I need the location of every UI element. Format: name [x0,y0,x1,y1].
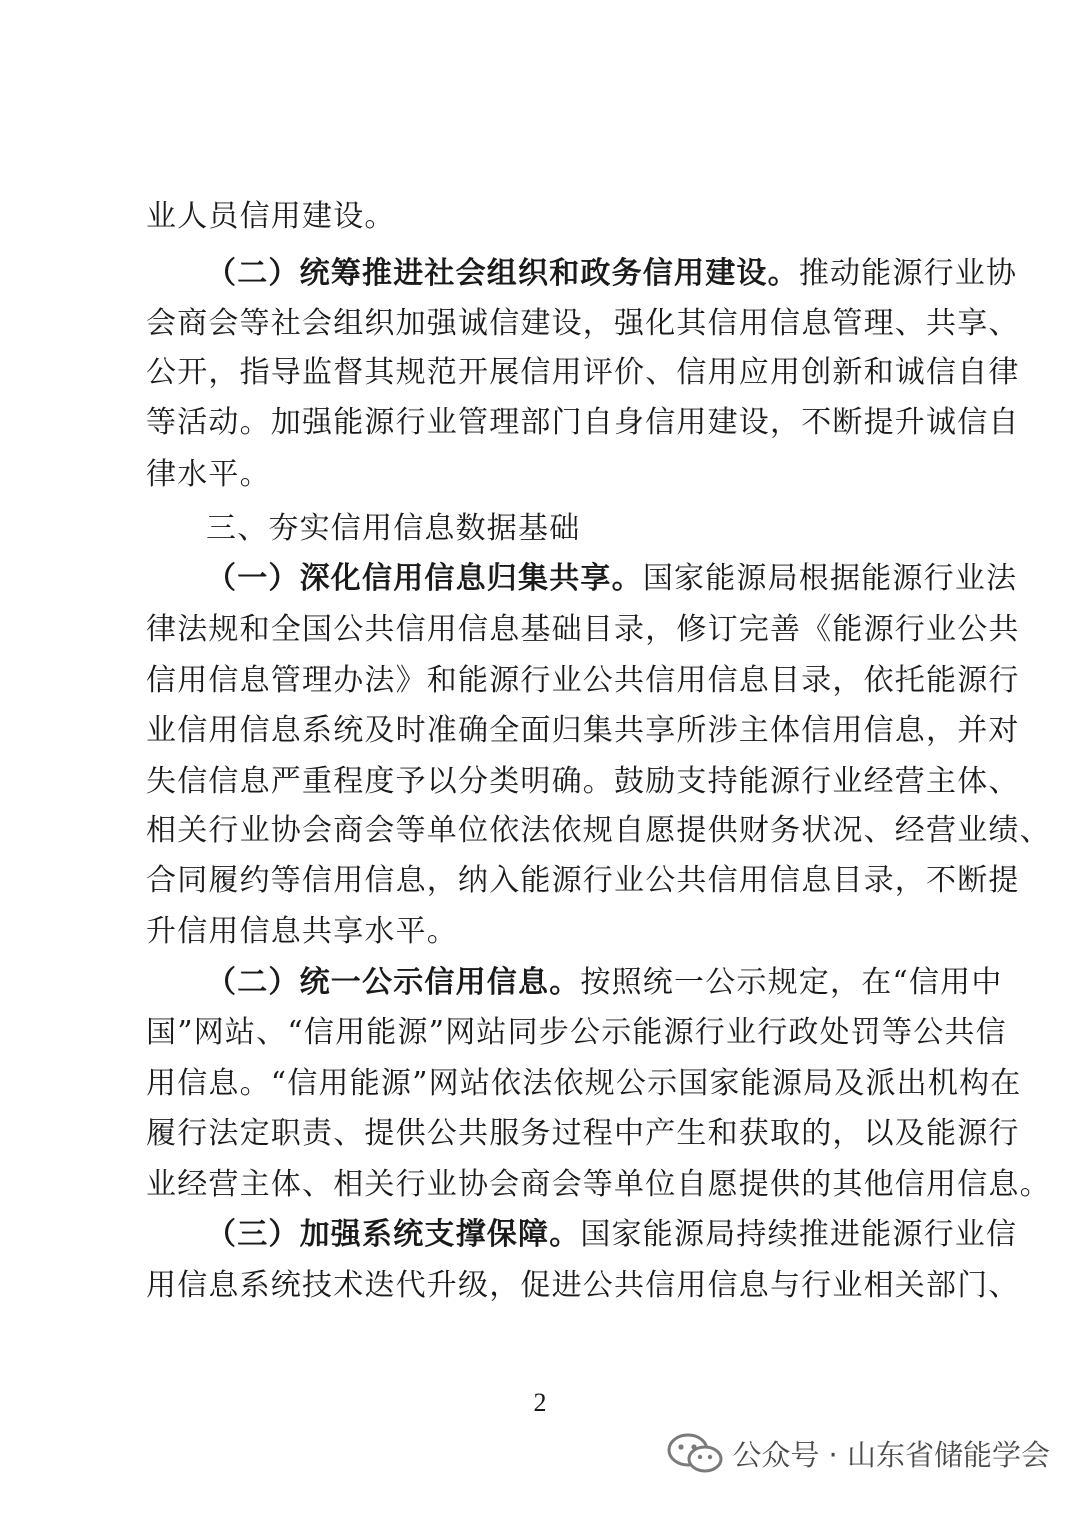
line-text: 等活动。加强能源行业管理部门自身信用建设，不断提升诚信自 [146,405,1020,440]
line-text: 律法规和全国公共信用信息基础目录，修订完善《能源行业公共 [146,612,1020,647]
line-text: 国家能源局根据能源行业法 [642,561,1018,596]
watermark-text: 公众号 · 山东省储能学会 [732,1437,1050,1472]
text-line-15 [146,912,458,952]
text-line-22 [146,1266,1020,1306]
text-line-1 [146,197,396,237]
line-text: 失信信息严重程度予以分类明确。鼓励支持能源行业经营主体、 [146,764,1020,799]
watermark [666,1432,1050,1474]
line-text: 会商会等社会组织加强诚信建设，强化其信用信息管理、共享、 [146,306,1020,341]
line-text: 相关行业协会商会等单位依法依规自愿提供财务状况、经营业绩、 [146,813,1051,848]
text-line-4 [146,353,1020,393]
line-text: 升信用信息共享水平。 [146,914,458,949]
subsection-heading: （二）统一公示信用信息。 [206,965,581,1000]
line-text: 用信息。“信用能源”网站依法依规公示国家能源局及派出机构在 [146,1066,1022,1101]
text-line-18 [146,1064,1021,1104]
subsection-heading: （三）加强系统支撑保障。 [206,1217,581,1252]
text-line-8 [206,559,1017,599]
text-line-19 [146,1114,1020,1154]
line-text: 业信用信息系统及时准确全面归集共享所涉主体信用信息，并对 [146,713,1020,748]
text-line-2 [206,254,1017,294]
text-line-6 [146,455,271,495]
text-line-20 [146,1165,1051,1205]
line-text: 信用信息管理办法》和能源行业公共信用信息目录，依托能源行 [146,663,1020,698]
text-line-21 [206,1215,1017,1255]
section-heading [206,509,580,549]
subsection-heading: （一）深化信用信息归集共享。 [206,561,643,596]
line-text: 业经营主体、相关行业协会商会等单位自愿提供的其他信用信息。 [146,1167,1051,1202]
line-text: 履行法定职责、提供公共服务过程中产生和获取的，以及能源行 [146,1116,1020,1151]
text-line-10 [146,661,1020,701]
line-text: 用信息系统技术迭代升级，促进公共信用信息与行业相关部门、 [146,1268,1020,1303]
line-text: 按照统一公示规定，在“信用中 [580,965,1003,1000]
line-text: 公开，指导监督其规范开展信用评价、信用应用创新和诚信自律 [146,355,1020,390]
wechat-icon [666,1432,724,1474]
line-text: 国家能源局持续推进能源行业信 [580,1217,1018,1252]
text-line-9 [146,610,1020,650]
page-number: 2 [533,1388,547,1417]
text-line-5 [146,403,1020,443]
line-text: 律水平。 [146,457,271,492]
line-text: 业人员信用建设。 [146,199,396,234]
text-line-13 [146,811,1051,851]
text-line-11 [146,711,1020,751]
text-line-14 [146,861,1020,901]
text-line-16 [206,963,1003,1003]
text-line-12 [146,762,1020,802]
section-heading-text: 三、夯实信用信息数据基础 [206,511,581,546]
line-text: 国”网站、“信用能源”网站同步公示能源行业行政处罚等公共信 [146,1015,1007,1050]
subsection-heading: （二）统筹推进社会组织和政务信用建设。 [206,256,799,291]
text-line-3 [146,304,1020,344]
text-line-17 [146,1013,1007,1053]
line-text: 合同履约等信用信息，纳入能源行业公共信用信息目录，不断提 [146,863,1020,898]
line-text: 推动能源行业协 [798,256,1018,291]
